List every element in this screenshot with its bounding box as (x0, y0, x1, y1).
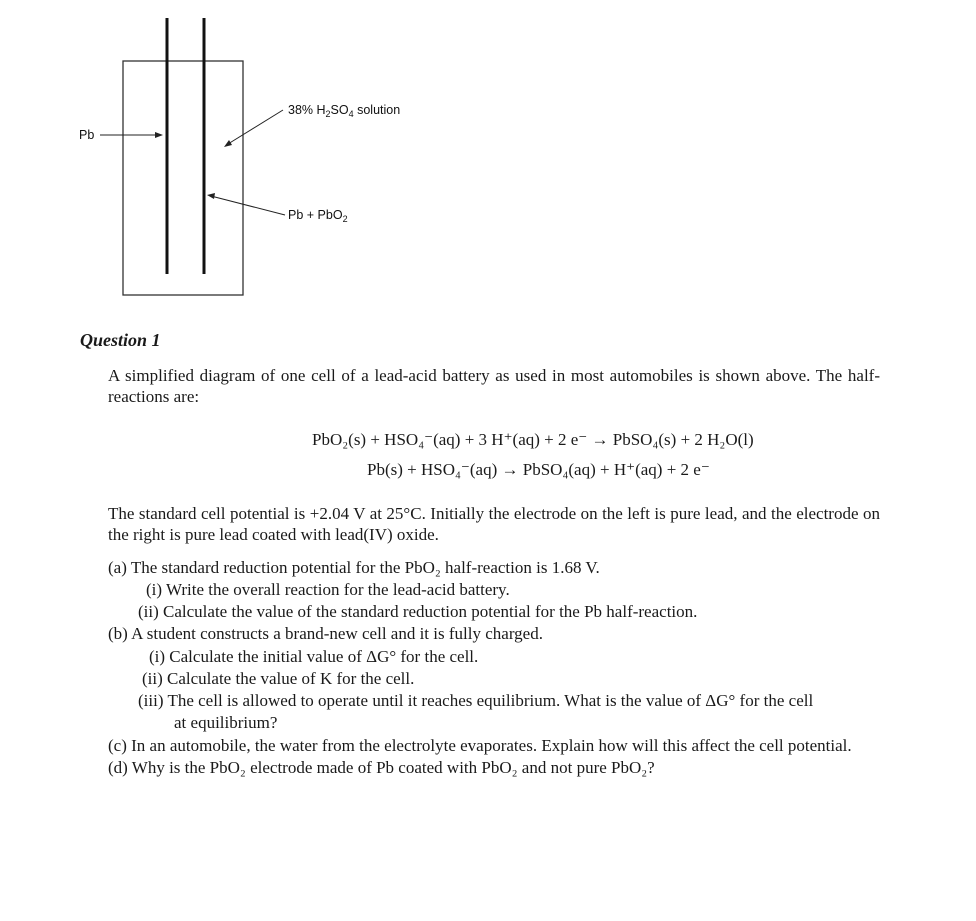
part-a-ii-text: Calculate the value of the standard reduction potential for the Pb half-reaction. (163, 602, 698, 621)
question-title: Question 1 (80, 330, 161, 350)
solution-arrowhead (224, 140, 232, 147)
part-b-i (149, 646, 478, 667)
cell-container (123, 61, 243, 295)
part-b-label: (b) (108, 624, 128, 643)
part-b-ii-label: (ii) (142, 669, 163, 688)
intro-paragraph: A simplified diagram of one cell of a lead-acid battery as used in most automobiles is shown above. The half-reactions are: (108, 366, 880, 406)
pb-arrowhead (155, 132, 163, 138)
label-solution: 38% $H_2SO_4$ solution (288, 103, 401, 119)
part-a-i-label: (i) (146, 580, 163, 599)
part-b-iii-continued: at equilibrium? (174, 713, 278, 732)
part-b-iii-label: (iii) (138, 691, 164, 710)
label-pb: Pb (79, 128, 95, 142)
pbo2-pointer-line (211, 196, 285, 215)
part-b-iii (138, 690, 813, 711)
part-d-text: Why is the PbO₂ electrode made of Pb coated with PbO₂ and not pure PbO₂? (131, 758, 655, 777)
part-c (108, 735, 852, 756)
part-c-text: In an automobile, the water from the electrolyte evaporates. Explain how will this affect the cell potential. (131, 736, 852, 755)
part-b (108, 623, 543, 644)
part-a-ii-label: (ii) (138, 602, 159, 621)
battery-cell-figure (0, 0, 420, 310)
part-a-text: The standard reduction potential for the PbO₂ half-reaction is 1.68 V. (130, 558, 600, 577)
part-b-ii (142, 668, 414, 689)
part-a-ii (138, 601, 697, 622)
part-c-label: (c) (108, 736, 127, 755)
part-d (108, 757, 655, 778)
half-reaction-1: PbO₂(s) + HSO₄⁻(aq) + 3 H⁺(aq) + 2 e⁻ → PbSO₄(s) + 2 H₂O(l) (312, 430, 754, 449)
part-a (108, 557, 600, 578)
part-a-i (146, 579, 510, 600)
battery-diagram (0, 0, 420, 310)
label-pb-pbo2: Pb + PbO$_2$ (288, 208, 348, 224)
part-b-ii-text: Calculate the value of K for the cell. (167, 669, 415, 688)
cell-potential-paragraph: The standard cell potential is +2.04 V at 25°C. Initially the electrode on the left is pure lead, and the electrode on the right is pure lead coated with lead(IV) oxide. (108, 504, 880, 544)
pbo2-arrowhead (207, 193, 215, 199)
part-b-i-label: (i) (149, 647, 166, 666)
part-b-text: A student constructs a brand-new cell and it is fully charged. (131, 624, 543, 643)
part-d-label: (d) (108, 758, 128, 777)
part-b-iii-text: The cell is allowed to operate until it reaches equilibrium. What is the value of ΔG° for the cell (167, 691, 814, 710)
part-b-i-text: Calculate the initial value of ΔG° for the cell. (169, 647, 479, 666)
part-a-i-text: Write the overall reaction for the lead-acid battery. (166, 580, 510, 599)
part-a-label: (a) (108, 558, 127, 577)
solution-pointer-line (228, 110, 283, 144)
half-reaction-2: Pb(s) + HSO₄⁻(aq) → PbSO₄(aq) + H⁺(aq) + 2 e⁻ (367, 460, 710, 479)
